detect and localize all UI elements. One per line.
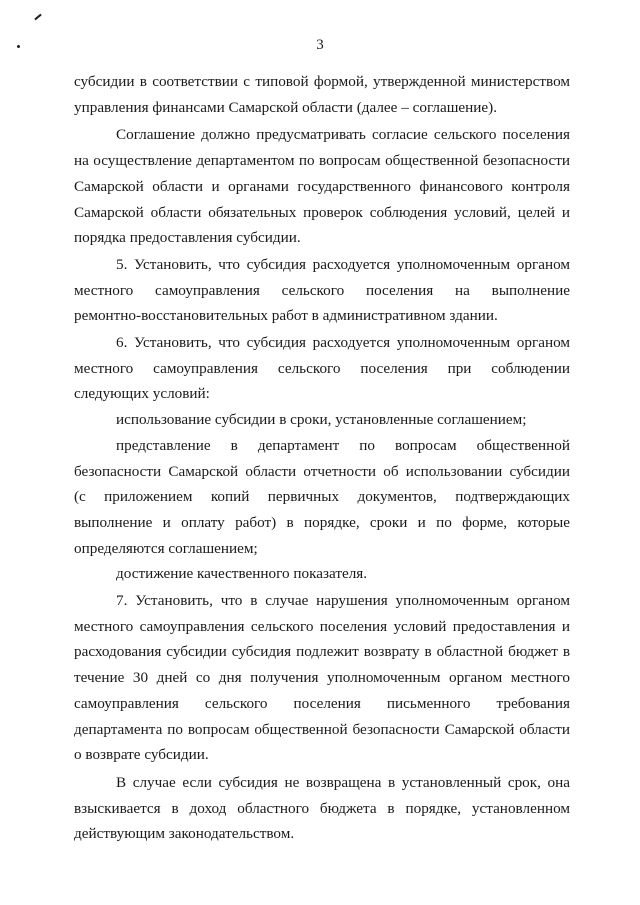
- document-body: [74, 69, 570, 847]
- paragraph-item-7: [74, 588, 570, 768]
- text-line: следующих условий:: [74, 385, 210, 403]
- text-line: Самарской области обязательных проверок соблюдения условий, целей и: [74, 203, 570, 221]
- text-line: взыскивается в доход областного бюджета в порядке, установленном: [74, 799, 570, 817]
- text-line: 5. Установить, что субсидия расходуется уполномоченным органом: [116, 255, 570, 273]
- text-line: местного самоуправления сельского поселения при соблюдении: [74, 359, 570, 377]
- text-line: В случае если субсидия не возвращена в установленный срок, она: [116, 773, 570, 791]
- text-line: на осуществление департаментом по вопросам общественной безопасности: [74, 152, 570, 170]
- text-line: (с приложением копий первичных документов, подтверждающих: [74, 488, 570, 506]
- paragraph-item-6: [74, 330, 570, 407]
- text-line: управления финансами Самарской области (далее – соглашение).: [74, 98, 498, 116]
- text-line: 7. Установить, что в случае нарушения уполномоченным органом: [116, 592, 570, 610]
- text-line: представление в департамент по вопросам общественной: [116, 436, 570, 454]
- paragraph-agreement-consent: [74, 122, 570, 251]
- paragraph-subsidy-agreement: [74, 69, 570, 120]
- paragraph-condition-deadlines: [74, 407, 570, 433]
- text-line: достижение качественного показателя.: [116, 565, 368, 583]
- text-line: 6. Установить, что субсидия расходуется уполномоченным органом: [116, 334, 570, 352]
- paragraph-item-5: [74, 252, 570, 329]
- text-line: течение 30 дней со дня получения уполномоченным органом местного: [74, 669, 570, 687]
- text-line: субсидии в соответствии с типовой формой, утвержденной министерством: [74, 73, 570, 90]
- scan-mark: [34, 14, 41, 21]
- paragraph-condition-reporting: [74, 433, 570, 562]
- text-line: расходования субсидии субсидия подлежит возврату в областной бюджет в: [74, 643, 570, 661]
- text-line: выполнение и оплату работ) в порядке, сроки и по форме, которые: [74, 513, 570, 531]
- text-line: Соглашение должно предусматривать согласие сельского поселения: [116, 126, 570, 144]
- text-line: местного самоуправления сельского поселения условий предоставления и: [74, 617, 570, 635]
- text-line: местного самоуправления сельского поселения на выполнение: [74, 281, 570, 299]
- text-line: ремонтно-восстановительных работ в административном здании.: [74, 307, 498, 325]
- text-line: действующим законодательством.: [74, 825, 295, 843]
- paragraph-recovery: [74, 770, 570, 847]
- text-line: о возврате субсидии.: [74, 746, 209, 764]
- text-line: определяются соглашением;: [74, 539, 258, 557]
- text-line: безопасности Самарской области отчетности об использовании субсидии: [74, 462, 570, 480]
- text-line: самоуправления сельского поселения письменного требования: [74, 694, 570, 712]
- text-line: использование субсидии в сроки, установленные соглашением;: [116, 411, 527, 429]
- text-line: Самарской области и органами государственного финансового контроля: [74, 177, 570, 195]
- paragraph-condition-indicator: [74, 561, 570, 587]
- text-line: департамента по вопросам общественной безопасности Самарской области: [74, 720, 570, 738]
- page-number: 3: [316, 37, 324, 53]
- text-line: порядка предоставления субсидии.: [74, 229, 301, 247]
